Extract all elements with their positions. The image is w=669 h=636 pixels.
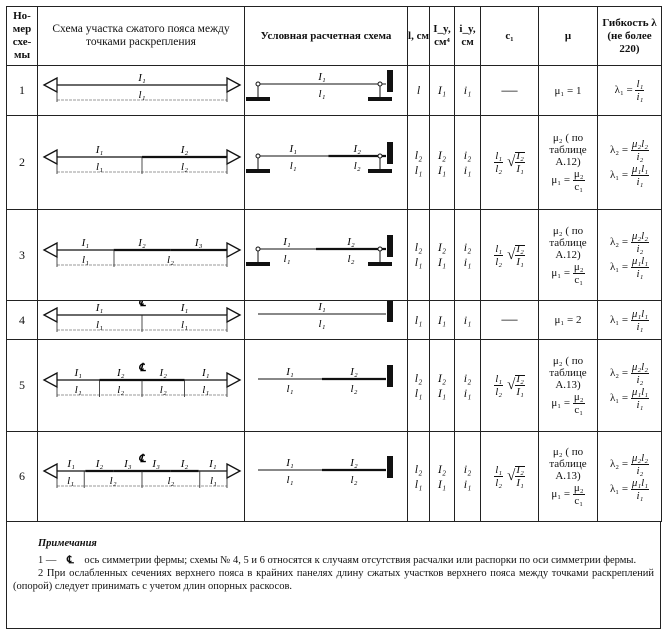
value: i₁ (463, 476, 472, 491)
calc-length-label: l₁ (286, 474, 293, 486)
value-I (430, 301, 455, 340)
fixed-end-icon (387, 235, 393, 257)
buckling-table (6, 6, 662, 522)
segment-length-label: l₂ (166, 254, 174, 266)
value: I₂ (437, 370, 447, 385)
calc-inertia-label: I₁ (282, 236, 291, 248)
mu-table-ref: μ₂ ( по таблице А.13) (549, 355, 587, 391)
segment-inertia-label: I₁ (66, 458, 75, 470)
support-left-icon (44, 308, 57, 322)
segment-length-label: l₂ (180, 161, 188, 173)
hinge-icon (256, 247, 260, 251)
mu-table-ref: μ₂ ( по таблице А.13) (549, 446, 587, 482)
value: I₁ (437, 476, 447, 491)
value-l (408, 66, 430, 116)
support-right-icon (227, 150, 240, 164)
segment-length-label: l₁ (81, 254, 89, 266)
fixed-end-icon (387, 365, 393, 387)
support-right-icon (227, 78, 240, 92)
value: I₁ (437, 385, 447, 400)
segment-length-label: l₂ (166, 475, 174, 487)
segment-inertia-label: I₁ (95, 302, 103, 314)
mu-value: μ₁ = 2 (539, 301, 598, 340)
calc-length-label: l₁ (318, 318, 325, 330)
segment-length-label: l₁ (66, 475, 74, 487)
fraction: $\frac{\text{μ₁l₁}}{\text{i₁}}$ (631, 162, 649, 188)
header-calc-scheme: Условная расчетная схема (245, 7, 408, 66)
value-I (430, 340, 455, 432)
table-row (7, 432, 662, 522)
fraction: $\frac{\text{μ₂l₂}}{\text{i₂}}$ (631, 360, 649, 386)
segment-length-label: l₁ (95, 161, 103, 173)
calc-inertia-label: I₁ (317, 301, 326, 313)
value: l₁ (414, 476, 423, 491)
support-right-icon (227, 373, 240, 387)
support-left-icon (44, 373, 57, 387)
value: I₂ (437, 147, 447, 162)
slenderness-value (598, 340, 662, 432)
value: i₂ (463, 461, 472, 476)
support-right-icon (227, 464, 240, 478)
scheme-cell (38, 301, 245, 340)
header-number: Но-мер схе-мы (7, 7, 38, 66)
lambda-formula: λ₁ = $\frac{\text{μ₁l₁}}{\text{i₁}}$ (609, 255, 649, 280)
lambda-formula: λ₁ = $\frac{\text{μ₁l₁}}{\text{i₁}}$ (609, 162, 649, 188)
value-I (430, 116, 455, 210)
value: I₁ (437, 162, 447, 177)
scheme-number: 5 (7, 340, 38, 432)
slenderness-value (598, 301, 662, 340)
segment-length-label: l₂ (159, 384, 167, 396)
value: l₁ (414, 162, 423, 177)
calc-inertia-label: I₁ (288, 143, 297, 155)
fraction: $\frac{\text{l₁}}{\text{i₁}}$ (636, 78, 644, 103)
value: l₁ (414, 385, 423, 400)
fixed-end-icon (387, 142, 393, 164)
scheme-diagram (39, 210, 244, 295)
calc-inertia-label: I₁ (285, 457, 294, 469)
header-radius: i_y, см (455, 7, 481, 66)
c1-value: $\frac{\text{l₁}}{\text{l₂}}$ √ $\frac{\text{I₂}}{\text{I₁}}$ (481, 116, 539, 210)
value: I₁ (437, 312, 447, 327)
scheme-cell (38, 66, 245, 116)
support-base-icon (246, 169, 270, 173)
note-1 (13, 554, 654, 567)
value-i (455, 210, 481, 301)
support-base-icon (368, 97, 392, 101)
scheme-number: 2 (7, 116, 38, 210)
fraction: $\frac{\text{μ₂}}{\text{c₁}}$ (573, 391, 584, 416)
segment-length-label: l₁ (201, 384, 209, 396)
header-length: l, см (408, 7, 430, 66)
lambda-formula: λ₂ = $\frac{\text{μ₂l₂}}{\text{i₂}}$ (609, 451, 649, 477)
calc-length-label: l₂ (347, 253, 354, 265)
header-row (7, 7, 662, 66)
hinge-icon (378, 154, 382, 158)
fraction: $\frac{\text{I₂}}{\text{I₁}}$ (516, 242, 524, 268)
value: l₂ (414, 147, 423, 162)
scheme-number: 6 (7, 432, 38, 522)
calc-inertia-label: I₁ (285, 366, 294, 378)
note-1-prefix: 1 — (38, 555, 57, 566)
fixed-end-icon (387, 456, 393, 478)
calc-scheme-diagram (246, 116, 407, 204)
fraction: $\frac{\text{μ₂}}{\text{c₁}}$ (573, 482, 584, 507)
scheme-diagram (39, 116, 244, 204)
note-2: 2 При ослабленных сечениях верхнего пояса в крайних панелях длину сжатых участков верхнего пояса между точками раскреплений (опорой) следует принимать с учетом длин опорных раскосов. (13, 568, 654, 592)
value: l₂ (414, 461, 423, 476)
calc-scheme-diagram (246, 340, 407, 426)
header-c1: c₁ (481, 7, 539, 66)
segment-length-label: l₂ (109, 475, 117, 487)
fraction: $\frac{\text{μ₂}}{\text{c₁}}$ (573, 260, 584, 286)
value: i₁ (463, 312, 472, 327)
calc-inertia-label: I₂ (349, 366, 358, 378)
support-base-icon (368, 169, 392, 173)
header-inertia: I_y, см⁴ (430, 7, 455, 66)
segment-inertia-label: I₂ (95, 458, 103, 470)
scheme-diagram (39, 340, 244, 426)
value-i (455, 66, 481, 116)
slenderness-value (598, 210, 662, 301)
value: l₂ (414, 240, 423, 254)
fraction: $\frac{\text{μ₂l₂}}{\text{i₂}}$ (631, 451, 649, 477)
support-base-icon (246, 262, 270, 266)
fraction: $\frac{\text{μ₁l₁}}{\text{i₁}}$ (631, 255, 649, 280)
lambda-formula: λ₂ = $\frac{\text{μ₂l₂}}{\text{i₂}}$ (609, 230, 649, 255)
value: i₁ (463, 162, 472, 177)
value: l₂ (414, 370, 423, 385)
lambda-formula: λ₁ = $\frac{\text{μ₁l₁}}{\text{i₁}}$ (609, 307, 649, 333)
value-i (455, 116, 481, 210)
fraction: $\frac{\text{l₁}}{\text{l₂}}$ (495, 242, 503, 268)
scheme-cell (38, 116, 245, 210)
fraction: $\frac{\text{μ₁l₁}}{\text{i₁}}$ (631, 476, 649, 502)
value: I₁ (437, 255, 447, 269)
segment-length-label: l₂ (116, 384, 124, 396)
support-right-icon (227, 243, 240, 257)
value-l (408, 116, 430, 210)
c1-value: $\frac{\text{l₁}}{\text{l₂}}$ √ $\frac{\text{I₂}}{\text{I₁}}$ (481, 340, 539, 432)
mu-formula: μ₁ = $\frac{\text{μ₂}}{\text{c₁}}$ (551, 168, 584, 193)
fixed-end-icon (387, 70, 393, 92)
value-l (408, 340, 430, 432)
calc-length-label: l₁ (283, 253, 290, 265)
fraction: $\frac{\text{μ₂}}{\text{c₁}}$ (573, 168, 584, 193)
mu-value: μ₁ = 1 (539, 66, 598, 116)
support-base-icon (368, 262, 392, 266)
table-row (7, 301, 662, 340)
mu-value (539, 340, 598, 432)
value: i₁ (463, 385, 472, 400)
calc-inertia-label: I₂ (352, 143, 361, 155)
segment-inertia-label: I₂ (180, 144, 188, 156)
slenderness-value (598, 66, 662, 116)
value: i₁ (463, 83, 472, 97)
lambda-formula: λ₂ = $\frac{\text{μ₂l₂}}{\text{i₂}}$ (609, 137, 649, 163)
calc-scheme-diagram (246, 210, 407, 295)
calc-inertia-label: I₂ (349, 457, 358, 469)
fraction: $\frac{\text{I₂}}{\text{I₁}}$ (516, 373, 524, 398)
value-i (455, 340, 481, 432)
value: I₂ (437, 461, 447, 476)
lambda-formula: λ₁ = $\frac{\text{l₁}}{\text{i₁}}$ (614, 78, 644, 103)
segment-inertia-label: I₁ (201, 367, 209, 379)
fraction: $\frac{\text{I₂}}{\text{I₁}}$ (516, 464, 524, 489)
calc-inertia-label: I₂ (346, 236, 355, 248)
calc-length-label: l₁ (286, 383, 293, 395)
segment-inertia-label: I₁ (95, 144, 103, 156)
mu-value (539, 432, 598, 522)
lambda-formula: λ₁ = $\frac{\text{μ₁l₁}}{\text{i₁}}$ (609, 385, 649, 411)
mu-table-ref: μ₂ ( по таблице А.12) (549, 224, 587, 261)
value-i (455, 301, 481, 340)
fraction: $\frac{\text{μ₁l₁}}{\text{i₁}}$ (631, 385, 649, 411)
segment-length-label: l₁ (74, 384, 82, 396)
calc-inertia-label: I₁ (317, 71, 326, 83)
scheme-cell (38, 340, 245, 432)
calc-length-label: l₁ (289, 160, 297, 172)
hinge-icon (378, 247, 382, 251)
calc-scheme-diagram (246, 66, 407, 110)
segment-length-label: l₁ (209, 475, 217, 487)
scheme-number: 1 (7, 66, 38, 116)
segment-inertia-label: I₃ (123, 458, 132, 470)
calc-length-label: l₂ (353, 160, 361, 172)
value: i₂ (463, 147, 472, 162)
segment-inertia-label: I₁ (81, 237, 89, 249)
lambda-formula: λ₂ = $\frac{\text{μ₂l₂}}{\text{i₂}}$ (609, 360, 649, 386)
table-row (7, 340, 662, 432)
symmetry-axis-icon: ℄ (137, 301, 146, 309)
scheme-cell (38, 210, 245, 301)
note-1-text: ось симметрии фермы; схемы № 4, 5 и 6 относятся к случаям отсутствия расчалки или распорки по оси симметрии фермы. (84, 555, 637, 566)
fraction: $\frac{\text{l₁}}{\text{l₂}}$ (495, 373, 503, 398)
scheme-number: 3 (7, 210, 38, 301)
fraction: $\frac{\text{μ₁l₁}}{\text{i₁}}$ (631, 307, 649, 333)
calc-length-label: l₁ (318, 88, 325, 100)
header-scheme: Схема участка сжатого пояса между точками раскрепления (38, 7, 245, 66)
calc-length-label: l₂ (350, 474, 357, 486)
scheme-diagram (39, 301, 244, 334)
value-l (408, 432, 430, 522)
mu-table-ref: μ₂ ( по таблице А.12) (549, 132, 587, 168)
table-row (7, 210, 662, 301)
table-row (7, 66, 662, 116)
scheme-number: 4 (7, 301, 38, 340)
segment-inertia-label: I₁ (137, 72, 146, 84)
hinge-icon (378, 82, 382, 86)
symmetry-axis-icon: ℄ (67, 555, 74, 566)
fraction: $\frac{\text{μ₂l₂}}{\text{i₂}}$ (631, 137, 649, 163)
table-row (7, 116, 662, 210)
calc-scheme-cell (245, 301, 408, 340)
segment-inertia-label: I₁ (180, 302, 188, 314)
support-left-icon (44, 78, 57, 92)
value-l (408, 301, 430, 340)
segment-inertia-label: I₂ (116, 367, 124, 379)
fraction: $\frac{\text{l₁}}{\text{l₂}}$ (495, 150, 503, 175)
c1-value: — (481, 301, 539, 340)
segment-inertia-label: I₃ (194, 237, 202, 249)
fraction: $\frac{\text{l₁}}{\text{l₂}}$ (495, 464, 503, 489)
header-slenderness: Гибкость λ (не более 220) (598, 7, 662, 66)
calc-scheme-diagram (246, 301, 407, 334)
mu-formula: μ₁ = $\frac{\text{μ₂}}{\text{c₁}}$ (551, 482, 584, 507)
segment-length-label: l₁ (180, 319, 188, 331)
value: I₁ (437, 83, 447, 97)
calc-length-label: l₂ (350, 383, 357, 395)
fixed-end-icon (387, 301, 393, 322)
c1-value: $\frac{\text{l₁}}{\text{l₂}}$ √ $\frac{\text{I₂}}{\text{I₁}}$ (481, 432, 539, 522)
support-left-icon (44, 150, 57, 164)
fraction: $\frac{\text{I₂}}{\text{I₁}}$ (516, 150, 524, 175)
symmetry-axis-icon: ℄ (137, 362, 146, 374)
value: i₂ (463, 370, 472, 385)
mu-value (539, 210, 598, 301)
lambda-formula: λ₁ = $\frac{\text{μ₁l₁}}{\text{i₁}}$ (609, 476, 649, 502)
mu-formula: μ₁ = $\frac{\text{μ₂}}{\text{c₁}}$ (551, 260, 584, 286)
mu-value (539, 116, 598, 210)
scheme-diagram (39, 432, 244, 516)
segment-inertia-label: I₃ (151, 458, 160, 470)
slenderness-value (598, 432, 662, 522)
slenderness-value (598, 116, 662, 210)
value: I₂ (437, 240, 447, 254)
support-left-icon (44, 464, 57, 478)
value-l (408, 210, 430, 301)
segment-inertia-label: I₂ (137, 237, 146, 249)
value: i₂ (463, 240, 472, 254)
notes-block (6, 521, 661, 629)
fraction: $\frac{\text{μ₂l₂}}{\text{i₂}}$ (631, 230, 649, 255)
value-I (430, 210, 455, 301)
scheme-diagram (39, 66, 244, 110)
segment-inertia-label: I₁ (208, 458, 217, 470)
header-mu: μ (539, 7, 598, 66)
symmetry-axis-icon: ℄ (137, 453, 146, 465)
value-I (430, 66, 455, 116)
value-I (430, 432, 455, 522)
c1-value: — (481, 66, 539, 116)
support-base-icon (246, 97, 270, 101)
value-i (455, 432, 481, 522)
hinge-icon (256, 154, 260, 158)
scheme-cell (38, 432, 245, 522)
segment-inertia-label: I₁ (74, 367, 82, 379)
c1-value: $\frac{\text{l₁}}{\text{l₂}}$ √ $\frac{\text{I₂}}{\text{I₁}}$ (481, 210, 539, 301)
calc-scheme-cell (245, 210, 408, 301)
notes-title: Примечания (38, 538, 97, 549)
mu-formula: μ₁ = $\frac{\text{μ₂}}{\text{c₁}}$ (551, 391, 584, 416)
segment-length-label: l₁ (138, 89, 145, 101)
segment-length-label: l₁ (95, 319, 103, 331)
calc-scheme-diagram (246, 432, 407, 516)
value: l₁ (414, 312, 423, 327)
calc-scheme-cell (245, 340, 408, 432)
segment-inertia-label: I₂ (159, 367, 167, 379)
segment-inertia-label: I₂ (180, 458, 188, 470)
value: l (416, 83, 421, 97)
value: l₁ (414, 255, 423, 269)
calc-scheme-cell (245, 66, 408, 116)
calc-scheme-cell (245, 116, 408, 210)
value: i₁ (463, 255, 472, 269)
support-right-icon (227, 308, 240, 322)
hinge-icon (256, 82, 260, 86)
support-left-icon (44, 243, 57, 257)
calc-scheme-cell (245, 432, 408, 522)
